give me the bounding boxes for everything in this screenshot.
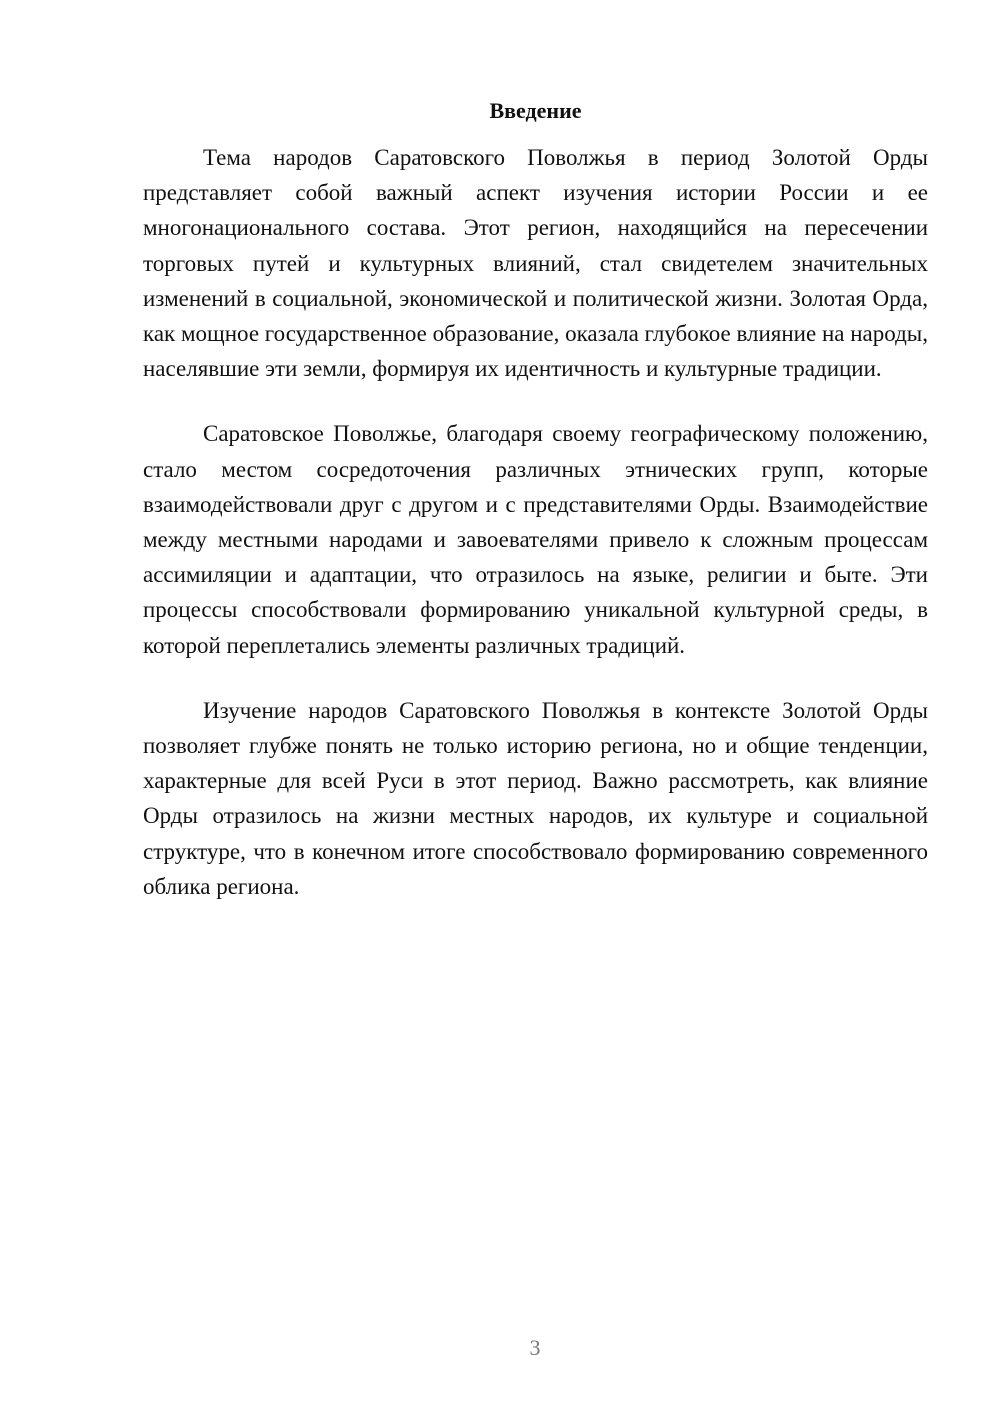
- page-number: 3: [529, 1335, 541, 1360]
- paragraph-1: Тема народов Саратовского Поволжья в период Золотой Орды представляет собой важный аспект изучения истории России и ее многонационального состава. Этот регион, находящийся на пересечении торговых путей и культурных влияний, стал свидетелем значительных изменений в социальной, экономической и политической жизни. Золотая Орда, как мощное государственное образование, оказала глубокое влияние на народы, населявшие эти земли, формируя их идентичность и культурные традиции.: [143, 145, 928, 382]
- page-content: [143, 96, 928, 934]
- paragraph-3: Изучение народов Саратовского Поволжья в контексте Золотой Орды позволяет глубже понять не только историю региона, но и общие тенденции, характерные для всей Руси в этот период. Важно рассмотреть, как влияние Орды отразилось на жизни местных народов, их культуре и социальной структуре, что в конечном итоге способствовало формированию современного облика региона.: [143, 697, 928, 899]
- section-title: Введение: [489, 98, 582, 123]
- paragraph-2: Саратовское Поволжье, благодаря своему географическому положению, стало местом сосредоточения различных этнических групп, которые взаимодействовали друг с другом и с представителями Орды. Взаимодействие между местными народами и завоевателями привело к сложным процессам ассимиляции и адаптации, что отразилось на языке, религии и быте. Эти процессы способствовали формированию уникальной культурной среды, в которой переплетались элементы различных традиций.: [143, 421, 928, 658]
